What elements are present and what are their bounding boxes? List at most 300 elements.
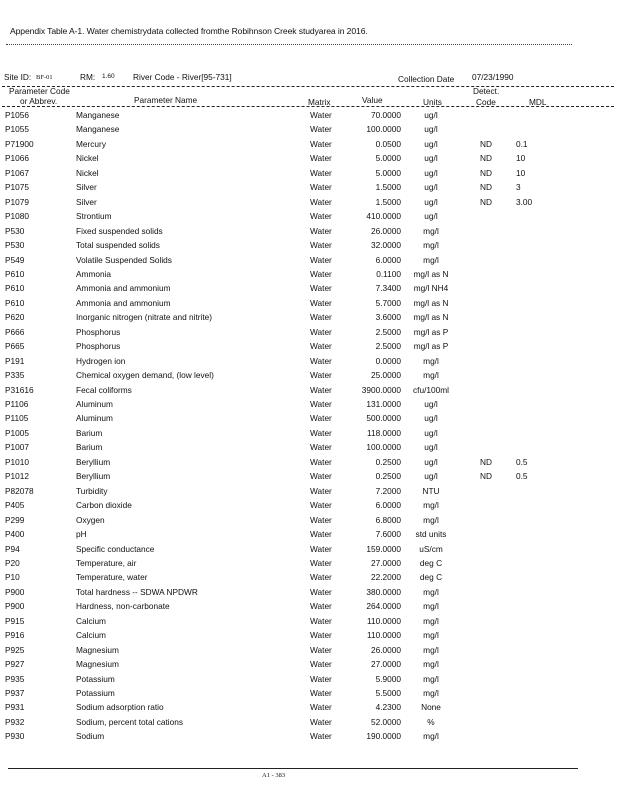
value-cell: 1.5000	[375, 182, 401, 193]
param-code-cell: P82078	[5, 485, 34, 496]
value-cell: 6.0000	[375, 254, 401, 265]
value-cell: 2.5000	[375, 326, 401, 337]
param-name-cell: Calcium	[76, 630, 106, 641]
value-cell: 7.2000	[375, 485, 401, 496]
matrix-cell: Water	[310, 702, 332, 713]
param-name-cell: Fixed suspended solids	[76, 225, 163, 236]
value-cell: 131.0000	[366, 399, 401, 409]
table-row	[0, 139, 618, 153]
units-cell: mg/l as P	[413, 326, 449, 337]
param-code-cell: P937	[5, 688, 25, 698]
value-cell: 110.0000	[367, 615, 401, 626]
matrix-cell: Water	[310, 326, 332, 337]
units-cell: mg/l	[423, 688, 439, 698]
units-cell: std units	[415, 529, 447, 540]
matrix-cell: Water	[310, 124, 332, 135]
units-cell: mg/l	[423, 644, 439, 655]
param-name-cell: Sodium adsorption ratio	[76, 702, 164, 713]
param-code-cell: P1105	[5, 413, 29, 424]
rm-value: 1.60	[102, 73, 115, 80]
rm-label: RM:	[80, 72, 96, 82]
param-name-cell: Hardness, non-carbonate	[76, 601, 170, 612]
col-detect-line1: Detect.	[473, 86, 500, 96]
units-cell: mg/l	[423, 355, 439, 366]
units-cell: uS/cm	[419, 543, 443, 554]
units-cell: ug/l	[424, 413, 438, 424]
param-code-cell: P927	[5, 659, 25, 670]
footer-divider	[8, 768, 578, 769]
units-cell: None	[421, 702, 441, 713]
param-name-cell: Total suspended solids	[76, 240, 160, 251]
matrix-cell: Water	[310, 254, 332, 265]
matrix-cell: Water	[310, 572, 332, 583]
param-code-cell: P10	[5, 572, 20, 583]
param-code-cell: P1012	[5, 471, 29, 482]
matrix-cell: Water	[310, 196, 332, 207]
collection-date-label: Collection Date	[398, 74, 455, 84]
site-id-label: Site ID:	[4, 72, 32, 82]
param-code-cell: P1080	[5, 211, 29, 222]
units-cell: ug/l	[424, 196, 438, 207]
param-code-cell: P31616	[5, 384, 34, 395]
matrix-cell: Water	[310, 673, 332, 684]
value-cell: 0.2500	[375, 471, 401, 482]
param-name-cell: Sodium	[76, 731, 105, 742]
value-cell: 0.0500	[375, 138, 401, 149]
table-row	[0, 255, 618, 269]
param-name-cell: Barium	[76, 442, 103, 453]
matrix-cell: Water	[310, 456, 332, 467]
col-units: Units	[423, 97, 442, 107]
table-row	[0, 558, 618, 572]
matrix-cell: Water	[310, 716, 332, 727]
matrix-cell: Water	[310, 427, 332, 438]
matrix-cell: Water	[310, 153, 332, 164]
units-cell: ug/l	[424, 167, 438, 178]
matrix-cell: Water	[310, 138, 332, 149]
param-name-cell: Total hardness -- SDWA NPDWR	[76, 586, 198, 597]
units-cell: mg/l as N	[413, 297, 449, 308]
param-code-cell: P1010	[5, 456, 29, 467]
param-code-cell: P191	[5, 355, 25, 366]
collection-date-value: 07/23/1990	[472, 72, 514, 82]
param-name-cell: Aluminum	[76, 413, 113, 424]
matrix-cell: Water	[310, 225, 332, 236]
table-row	[0, 486, 618, 500]
table-row	[0, 601, 618, 615]
units-cell: ug/l	[424, 182, 438, 193]
value-cell: 410.0000	[366, 211, 401, 222]
header-divider	[2, 86, 614, 87]
value-cell: 5.7000	[375, 297, 401, 308]
param-code-cell: P610	[5, 297, 25, 308]
site-id-value: BF-01	[36, 74, 53, 81]
river-code: River Code - River[95-731]	[133, 72, 232, 82]
value-cell: 25.0000	[371, 370, 401, 381]
page-number: A1 - 383	[262, 772, 286, 779]
param-code-cell: P1055	[5, 124, 29, 135]
param-code-cell: P1106	[5, 399, 29, 409]
col-param-code-line2: or Abbrev.	[20, 96, 58, 106]
column-divider	[2, 106, 614, 107]
mdl-cell: 3	[516, 182, 521, 193]
value-cell: 6.0000	[375, 500, 401, 511]
value-cell: 3.6000	[375, 312, 401, 323]
param-code-cell: P930	[5, 731, 25, 742]
value-cell: 118.0000	[367, 427, 401, 438]
units-cell: deg C	[419, 572, 443, 583]
value-cell: 26.0000	[371, 225, 401, 236]
matrix-cell: Water	[310, 240, 332, 251]
matrix-cell: Water	[310, 529, 332, 540]
units-cell: ug/l	[424, 110, 438, 120]
value-cell: 110.0000	[367, 630, 401, 641]
units-cell: deg C	[419, 557, 443, 568]
value-cell: 7.3400	[375, 283, 401, 294]
param-name-cell: Temperature, air	[76, 557, 137, 568]
units-cell: %	[427, 716, 435, 727]
table-row	[0, 587, 618, 601]
units-cell: cfu/100ml	[413, 384, 449, 395]
units-cell: ug/l	[424, 471, 438, 482]
param-name-cell: Nickel	[76, 153, 99, 164]
param-name-cell: Inorganic nitrogen (nitrate and nitrite)	[76, 312, 213, 323]
param-code-cell: P666	[5, 326, 25, 337]
matrix-cell: Water	[310, 500, 332, 511]
matrix-cell: Water	[310, 731, 332, 742]
matrix-cell: Water	[310, 312, 332, 323]
table-row	[0, 457, 618, 471]
table-row	[0, 702, 618, 716]
param-name-cell: Carbon dioxide	[76, 500, 132, 511]
param-code-cell: P900	[5, 586, 25, 597]
table-row	[0, 529, 618, 543]
col-param-code-line1: Parameter Code	[9, 86, 70, 96]
param-code-cell: P299	[5, 514, 25, 525]
param-name-cell: Magnesium	[76, 644, 119, 655]
value-cell: 4.2300	[375, 702, 401, 713]
table-row	[0, 515, 618, 529]
units-cell: mg/l NH4	[413, 283, 449, 294]
table-row	[0, 240, 618, 254]
param-code-cell: P932	[5, 716, 25, 727]
param-code-cell: P1007	[5, 442, 29, 453]
table-row	[0, 269, 618, 283]
matrix-cell: Water	[310, 471, 332, 482]
param-name-cell: Barium	[76, 427, 103, 438]
value-cell: 5.9000	[375, 673, 401, 684]
param-code-cell: P405	[5, 500, 25, 511]
param-name-cell: Beryllium	[76, 456, 111, 467]
units-cell: mg/l	[423, 500, 439, 511]
table-row	[0, 356, 618, 370]
units-cell: NTU	[422, 485, 440, 496]
units-cell: mg/l	[423, 615, 439, 626]
table-row	[0, 327, 618, 341]
value-cell: 6.8000	[375, 514, 401, 525]
param-name-cell: Volatile Suspended Solids	[76, 254, 172, 265]
col-param-name: Parameter Name	[134, 95, 198, 105]
value-cell: 0.1100	[376, 268, 401, 279]
value-cell: 27.0000	[371, 557, 401, 568]
table-row	[0, 399, 618, 413]
detect-code-cell: ND	[480, 182, 492, 193]
units-cell: mg/l	[423, 370, 439, 381]
value-cell: 27.0000	[371, 659, 401, 670]
value-cell: 0.0000	[375, 355, 401, 366]
table-row	[0, 500, 618, 514]
param-name-cell: pH	[76, 529, 87, 540]
param-name-cell: Ammonia and ammonium	[76, 283, 171, 294]
param-name-cell: Fecal coliforms	[76, 384, 132, 395]
param-name-cell: Manganese	[76, 110, 120, 120]
table-row	[0, 211, 618, 225]
param-name-cell: Beryllium	[76, 471, 111, 482]
param-code-cell: P1079	[5, 196, 29, 207]
param-code-cell: P530	[5, 240, 25, 251]
value-cell: 26.0000	[371, 644, 401, 655]
col-value: Value	[362, 95, 383, 105]
table-row	[0, 168, 618, 182]
units-cell: ug/l	[424, 399, 438, 409]
table-row	[0, 442, 618, 456]
matrix-cell: Water	[310, 268, 332, 279]
table-row	[0, 731, 618, 745]
table-row	[0, 572, 618, 586]
value-cell: 100.0000	[366, 442, 401, 453]
units-cell: mg/l as N	[413, 312, 449, 323]
units-cell: mg/l as P	[413, 341, 449, 352]
table-row	[0, 341, 618, 355]
matrix-cell: Water	[310, 586, 332, 597]
matrix-cell: Water	[310, 557, 332, 568]
param-name-cell: Temperature, water	[76, 572, 148, 583]
table-row	[0, 124, 618, 138]
param-name-cell: Phosphorus	[76, 326, 121, 337]
table-row	[0, 153, 618, 167]
matrix-cell: Water	[310, 370, 332, 381]
table-row	[0, 688, 618, 702]
param-code-cell: P915	[5, 615, 25, 626]
units-cell: ug/l	[424, 138, 438, 149]
value-cell: 500.0000	[366, 413, 401, 424]
table-row	[0, 616, 618, 630]
table-row	[0, 659, 618, 673]
matrix-cell: Water	[310, 543, 332, 554]
units-cell: mg/l	[423, 225, 439, 236]
matrix-cell: Water	[310, 644, 332, 655]
value-cell: 380.0000	[366, 586, 401, 597]
value-cell: 22.2000	[371, 572, 401, 583]
param-name-cell: Potassium	[76, 688, 115, 698]
param-name-cell: Phosphorus	[76, 341, 121, 352]
param-name-cell: Manganese	[76, 124, 120, 135]
value-cell: 70.0000	[371, 110, 401, 120]
table-row	[0, 471, 618, 485]
param-name-cell: Ammonia and ammonium	[76, 297, 171, 308]
matrix-cell: Water	[310, 442, 332, 453]
units-cell: ug/l	[424, 442, 438, 453]
table-row	[0, 197, 618, 211]
table-row	[0, 428, 618, 442]
param-name-cell: Oxygen	[76, 514, 105, 525]
table-row	[0, 385, 618, 399]
matrix-cell: Water	[310, 355, 332, 366]
matrix-cell: Water	[310, 167, 332, 178]
matrix-cell: Water	[310, 283, 332, 294]
param-code-cell: P20	[5, 557, 20, 568]
table-row	[0, 544, 618, 558]
param-code-cell: P1066	[5, 153, 29, 164]
value-cell: 100.0000	[366, 124, 401, 135]
mdl-cell: 10	[516, 153, 526, 164]
table-row	[0, 370, 618, 384]
value-cell: 5.0000	[375, 167, 401, 178]
units-cell: ug/l	[424, 427, 438, 438]
param-code-cell: P549	[5, 254, 25, 265]
units-cell: mg/l	[423, 601, 439, 612]
units-cell: mg/l	[423, 673, 439, 684]
units-cell: mg/l	[423, 240, 439, 251]
detect-code-cell: ND	[480, 167, 492, 178]
value-cell: 159.0000	[366, 543, 401, 554]
matrix-cell: Water	[310, 601, 332, 612]
value-cell: 3900.0000	[361, 384, 401, 395]
param-name-cell: Chemical oxygen demand, (low level)	[76, 370, 214, 381]
value-cell: 32.0000	[371, 240, 401, 251]
units-cell: ug/l	[424, 153, 438, 164]
param-name-cell: Strontium	[76, 211, 112, 222]
param-name-cell: Specific conductance	[76, 543, 155, 554]
matrix-cell: Water	[310, 211, 332, 222]
units-cell: mg/l	[423, 514, 439, 525]
detect-code-cell: ND	[480, 153, 492, 164]
param-name-cell: Silver	[76, 196, 97, 207]
param-code-cell: P1005	[5, 427, 29, 438]
matrix-cell: Water	[310, 659, 332, 670]
mdl-cell: 0.5	[516, 471, 528, 482]
param-code-cell: P935	[5, 673, 25, 684]
matrix-cell: Water	[310, 688, 332, 698]
value-cell: 264.0000	[366, 601, 401, 612]
mdl-cell: 10	[516, 167, 526, 178]
value-cell: 0.2500	[375, 456, 401, 467]
value-cell: 2.5000	[375, 341, 401, 352]
matrix-cell: Water	[310, 341, 332, 352]
param-name-cell: Mercury	[76, 138, 106, 149]
col-matrix: Matrix	[308, 97, 331, 107]
param-code-cell: P610	[5, 268, 25, 279]
matrix-cell: Water	[310, 110, 332, 120]
param-name-cell: Turbidity	[76, 485, 108, 496]
units-cell: ug/l	[424, 456, 438, 467]
table-row	[0, 298, 618, 312]
param-name-cell: Silver	[76, 182, 97, 193]
param-name-cell: Sodium, percent total cations	[76, 716, 183, 727]
mdl-cell: 0.1	[516, 138, 528, 149]
param-name-cell: Calcium	[76, 615, 106, 626]
param-name-cell: Hydrogen ion	[76, 355, 126, 366]
units-cell: mg/l as N	[413, 268, 449, 279]
detect-code-cell: ND	[480, 196, 492, 207]
page-title: Appendix Table A-1. Water chemistrydata collected fromthe Robihnson Creek studyarea in 2016.	[10, 26, 368, 36]
title-divider	[6, 44, 572, 45]
param-code-cell: P1067	[5, 167, 29, 178]
param-name-cell: Potassium	[76, 673, 115, 684]
param-code-cell: P530	[5, 225, 25, 236]
mdl-cell: 0.5	[516, 456, 528, 467]
matrix-cell: Water	[310, 384, 332, 395]
param-name-cell: Ammonia	[76, 268, 112, 279]
matrix-cell: Water	[310, 485, 332, 496]
value-cell: 5.5000	[375, 688, 401, 698]
param-name-cell: Magnesium	[76, 659, 119, 670]
matrix-cell: Water	[310, 182, 332, 193]
table-row	[0, 182, 618, 196]
detect-code-cell: ND	[480, 471, 492, 482]
units-cell: mg/l	[423, 731, 439, 742]
detect-code-cell: ND	[480, 456, 492, 467]
param-code-cell: P916	[5, 630, 25, 641]
matrix-cell: Water	[310, 399, 332, 409]
param-code-cell: P1056	[5, 110, 29, 120]
param-code-cell: P335	[5, 370, 25, 381]
units-cell: ug/l	[424, 211, 438, 222]
matrix-cell: Water	[310, 615, 332, 626]
units-cell: mg/l	[423, 254, 439, 265]
param-code-cell: P900	[5, 601, 25, 612]
value-cell: 5.0000	[375, 153, 401, 164]
table-row	[0, 630, 618, 644]
mdl-cell: 3.00	[516, 196, 533, 207]
value-cell: 7.6000	[375, 529, 401, 540]
param-code-cell: P931	[5, 702, 25, 713]
table-row	[0, 717, 618, 731]
table-row	[0, 226, 618, 240]
param-code-cell: P665	[5, 341, 25, 352]
table-row	[0, 312, 618, 326]
col-detect-line2: Code	[476, 97, 496, 107]
param-code-cell: P400	[5, 529, 25, 540]
param-code-cell: P620	[5, 312, 25, 323]
table-row	[0, 283, 618, 297]
col-mdl: MDL	[529, 97, 547, 107]
table-row	[0, 413, 618, 427]
table-row	[0, 645, 618, 659]
units-cell: mg/l	[423, 659, 439, 670]
units-cell: ug/l	[424, 124, 438, 135]
matrix-cell: Water	[310, 514, 332, 525]
param-code-cell: P94	[5, 543, 20, 554]
units-cell: mg/l	[423, 630, 439, 641]
value-cell: 52.0000	[371, 716, 401, 727]
param-code-cell: P71900	[5, 138, 34, 149]
param-name-cell: Aluminum	[76, 399, 113, 409]
param-code-cell: P925	[5, 644, 25, 655]
param-code-cell: P1075	[5, 182, 29, 193]
param-name-cell: Nickel	[76, 167, 99, 178]
matrix-cell: Water	[310, 297, 332, 308]
matrix-cell: Water	[310, 630, 332, 641]
detect-code-cell: ND	[480, 138, 492, 149]
value-cell: 190.0000	[366, 731, 401, 742]
table-row	[0, 674, 618, 688]
units-cell: mg/l	[423, 586, 439, 597]
value-cell: 1.5000	[375, 196, 401, 207]
matrix-cell: Water	[310, 413, 332, 424]
table-row	[0, 110, 618, 124]
param-code-cell: P610	[5, 283, 25, 294]
